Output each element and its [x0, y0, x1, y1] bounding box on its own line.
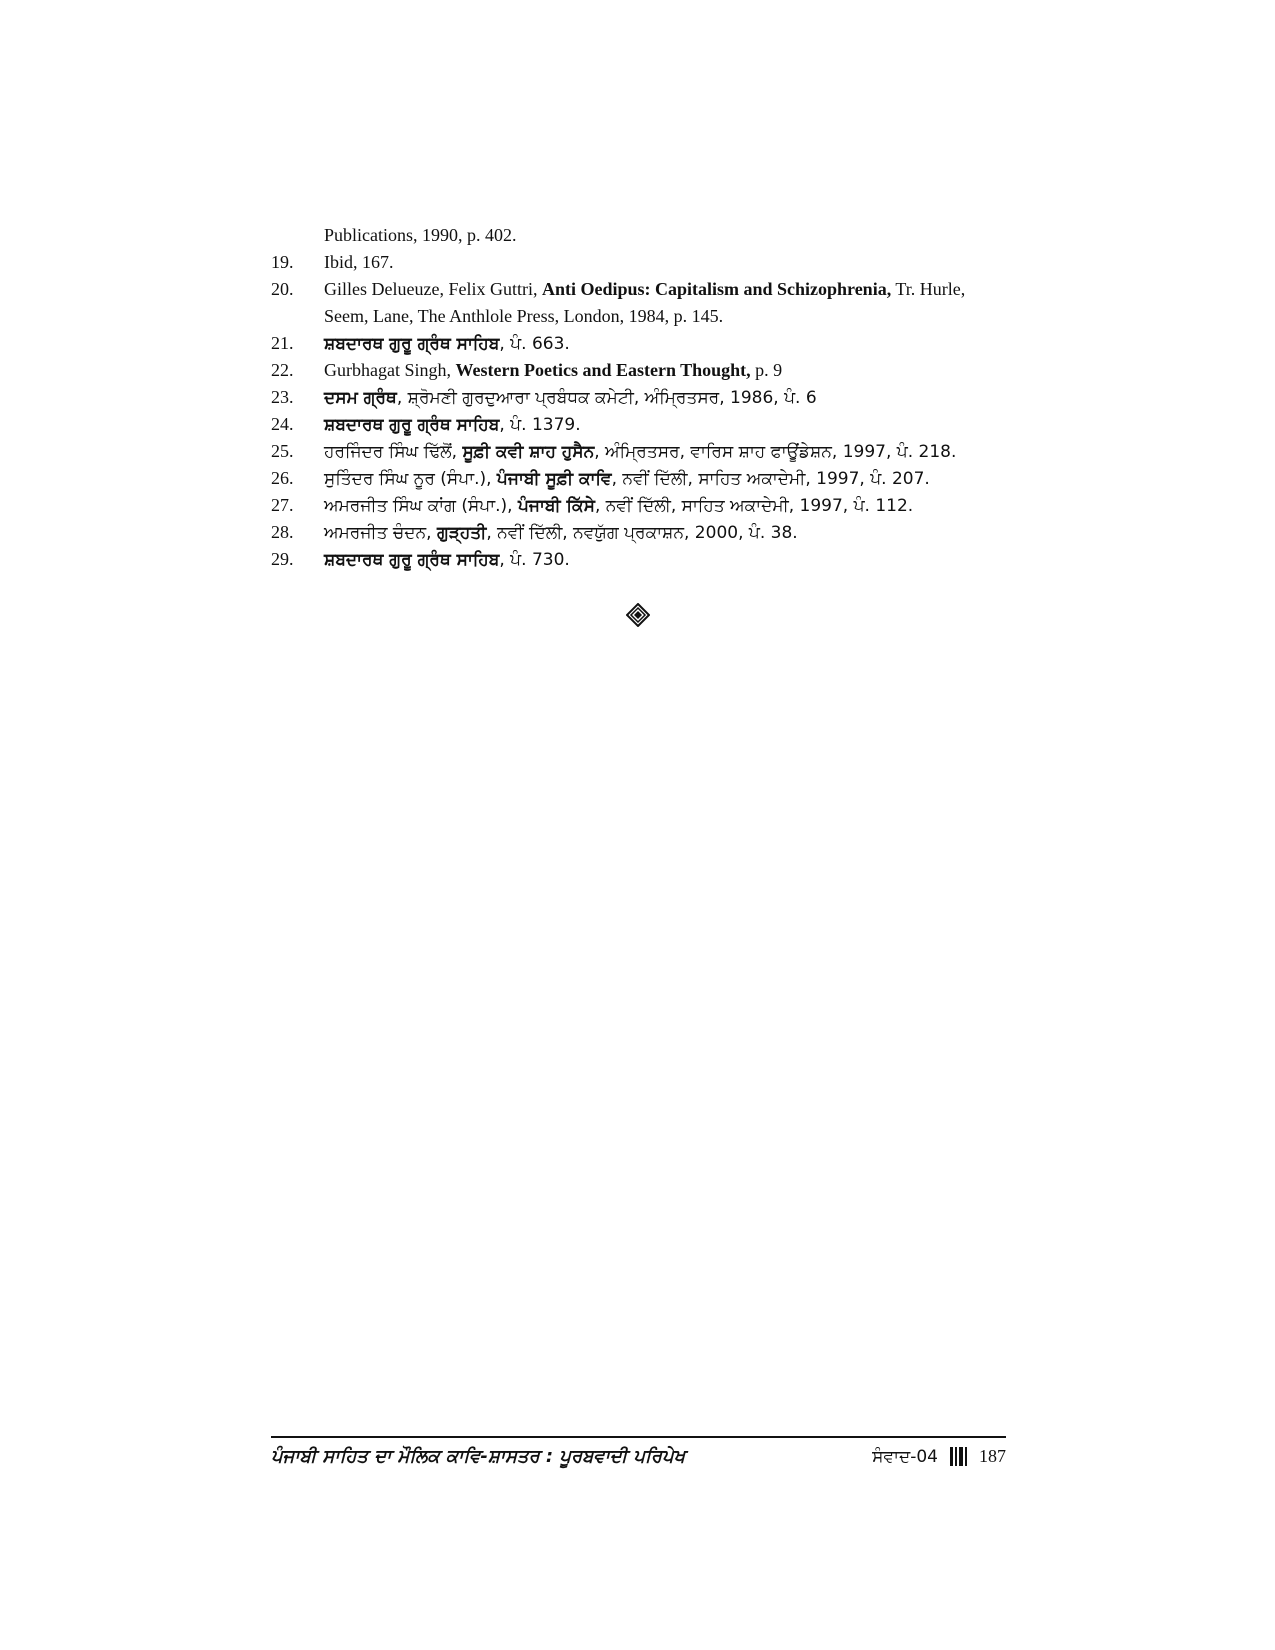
endnote-title: ਸ਼ਬਦਾਰਥ ਗੁਰੂ ਗ੍ਰੰਥ ਸਾਹਿਬ — [324, 334, 500, 354]
endnote-line — [271, 546, 1011, 573]
journal-name: ਸੰਵਾਦ-04 — [872, 1446, 938, 1467]
endnote-segment: p. 9 — [750, 360, 783, 380]
endnote-title: ਪੰਜਾਬੀ ਸੂਫ਼ੀ ਕਾਵਿ — [496, 469, 612, 489]
endnote-text — [324, 438, 956, 466]
endnote-line — [271, 249, 1011, 276]
endnote-title: Western Poetics and Eastern Thought, — [455, 360, 751, 380]
endnote-text — [324, 519, 798, 547]
endnote-number: 29. — [271, 549, 294, 569]
page-number: 187 — [979, 1446, 1006, 1466]
endnote-segment: ਹਰਜਿੰਦਰ ਸਿੰਘ ਢਿੱਲੋਂ, — [324, 442, 463, 462]
endnote-segment: , ਪੰ. 730. — [499, 550, 570, 570]
endnote-line — [271, 357, 1011, 384]
endnote-line — [271, 276, 1011, 303]
endnote-number: 27. — [271, 495, 294, 515]
endnote-text — [324, 546, 570, 574]
endnote-segment: Tr. Hurle, — [891, 279, 966, 299]
endnote-text — [324, 330, 570, 358]
barcode-icon — [950, 1447, 969, 1467]
endnote-text — [324, 384, 817, 412]
running-footer-right — [872, 1446, 1006, 1467]
endnote-text — [324, 357, 782, 384]
endnote-number: 23. — [271, 387, 294, 407]
running-footer-title: ਪੰਜਾਬੀ ਸਾਹਿਤ ਦਾ ਮੌਲਿਕ ਕਾਵਿ-ਸ਼ਾਸਤਰ : ਪੂਰਬਵਾਦੀ ਪਰਿਪੇਖ — [271, 1446, 685, 1467]
endnote-title: ਗੁੜ੍ਹਤੀ — [437, 523, 487, 543]
endnote-segment: , ਪੰ. 663. — [499, 334, 570, 354]
endnote-segment: , ਨਵੀਂ ਦਿੱਲੀ, ਸਾਹਿਤ ਅਕਾਦੇਮੀ, 1997, ਪੰ. 112. — [594, 496, 914, 516]
endnote-text — [324, 465, 930, 493]
endnote-text — [324, 222, 517, 249]
endnote-title: ਸੂਫ਼ੀ ਕਵੀ ਸ਼ਾਹ ਹੁਸੈਨ — [462, 442, 595, 462]
endnote-line — [271, 492, 1011, 519]
endnote-title: ਪੰਜਾਬੀ ਕਿੱਸੇ — [517, 496, 595, 516]
endnote-title: Anti Oedipus: Capitalism and Schizophrenia, — [541, 279, 892, 299]
endnote-text — [324, 249, 394, 276]
endnote-line — [271, 519, 1011, 546]
endnote-line — [271, 384, 1011, 411]
diamond-ornament-icon — [626, 603, 650, 627]
endnote-text — [324, 276, 965, 303]
endnote-number: 20. — [271, 279, 294, 299]
endnote-line — [271, 222, 1011, 249]
endnote-title: ਦਸਮ ਗ੍ਰੰਥ — [324, 388, 397, 408]
endnote-title: ਸ਼ਬਦਾਰਥ ਗੁਰੂ ਗ੍ਰੰਥ ਸਾਹਿਬ — [324, 550, 500, 570]
endnote-number: 19. — [271, 252, 294, 272]
endnote-segment: , ਅੰਮ੍ਰਿਤਸਰ, ਵਾਰਿਸ ਸ਼ਾਹ ਫਾਊਂਡੇਸ਼ਨ, 1997, ਪੰ. 218. — [594, 442, 957, 462]
endnote-line — [271, 330, 1011, 357]
endnote-text — [324, 492, 913, 520]
endnote-segment: ਅਮਰਜੀਤ ਚੰਦਨ, — [324, 523, 437, 543]
endnote-segment: ਸੁਤਿੰਦਰ ਸਿੰਘ ਨੂਰ (ਸੰਪਾ.), — [324, 469, 497, 489]
endnote-segment: Seem, Lane, The Anthlole Press, London, 1984, p. 145. — [324, 306, 724, 326]
endnote-title: ਸ਼ਬਦਾਰਥ ਗੁਰੂ ਗ੍ਰੰਥ ਸਾਹਿਬ — [324, 415, 500, 435]
endnote-text — [324, 303, 723, 330]
endnote-number: 28. — [271, 522, 294, 542]
endnote-segment: , ਸ਼੍ਰੋਮਣੀ ਗੁਰਦੁਆਰਾ ਪ੍ਰਬੰਧਕ ਕਮੇਟੀ, ਅੰਮ੍ਰਿਤਸਰ, 1986, ਪੰ. 6 — [396, 388, 817, 408]
endnote-text — [324, 411, 581, 439]
endnote-segment: , ਨਵੀਂ ਦਿੱਲੀ, ਸਾਹਿਤ ਅਕਾਦੇਮੀ, 1997, ਪੰ. 207. — [611, 469, 930, 489]
endnote-number: 22. — [271, 360, 294, 380]
endnote-number: 21. — [271, 333, 294, 353]
endnote-number: 24. — [271, 414, 294, 434]
endnote-segment: , ਨਵੀਂ ਦਿੱਲੀ, ਨਵਯੁੱਗ ਪ੍ਰਕਾਸ਼ਨ, 2000, ਪੰ. 38. — [486, 523, 798, 543]
endnote-line — [271, 438, 1011, 465]
endnote-segment: , ਪੰ. 1379. — [499, 415, 581, 435]
endnote-segment: Publications, 1990, p. 402. — [324, 225, 517, 245]
endnote-segment: Ibid, 167. — [324, 252, 394, 272]
endnote-segment: ਅਮਰਜੀਤ ਸਿੰਘ ਕਾਂਗ (ਸੰਪਾ.), — [324, 496, 518, 516]
endnote-line — [271, 465, 1011, 492]
endnote-number: 26. — [271, 468, 294, 488]
endnote-line — [271, 303, 1011, 330]
endnote-number: 25. — [271, 441, 294, 461]
footer-divider — [271, 1436, 1006, 1438]
endnote-segment: Gilles Delueuze, Felix Guttri, — [324, 279, 542, 299]
endnote-line — [271, 411, 1011, 438]
endnote-segment: Gurbhagat Singh, — [324, 360, 456, 380]
endnotes-list — [271, 222, 1011, 573]
